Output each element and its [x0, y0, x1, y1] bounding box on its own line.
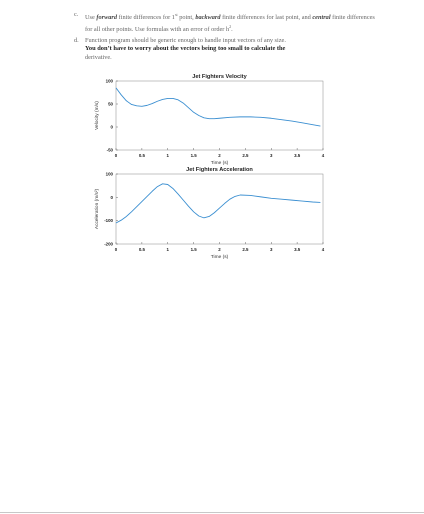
y-tick-label: 0 — [110, 194, 113, 200]
y-tick-label: -100 — [104, 218, 113, 224]
item-d-bold-line: You don’t have to worry about the vectors being too small to calculate the — [85, 45, 286, 53]
x-tick-label: 0.5 — [138, 247, 145, 252]
y-axis-label: Velocity (m/s) — [95, 101, 100, 130]
chart-title: Jet Fighters Velocity — [192, 74, 247, 80]
x-tick-label: 0 — [114, 153, 118, 158]
backward-emphasis: backward — [195, 14, 221, 22]
y-axis-label: Acceleration (m/s²) — [95, 188, 100, 230]
item-c-text: . — [231, 25, 233, 33]
acceleration-chart-svg — [84, 164, 330, 264]
item-c-text: Use — [85, 14, 97, 22]
x-tick-label: 2.5 — [242, 153, 249, 158]
x-tick-label: 0.5 — [138, 153, 145, 158]
x-tick-label: 4 — [321, 247, 325, 252]
item-d-line: Function program should be generic enough to handle input vectors of any size. — [85, 37, 286, 44]
velocity-chart-svg — [84, 70, 330, 168]
x-tick-label: 1.5 — [190, 247, 197, 252]
instruction-item-d — [74, 37, 375, 62]
chart-title: Jet Fighters Acceleration — [186, 167, 253, 173]
central-emphasis: central — [312, 14, 331, 22]
item-c-text: finite differences for 1 — [117, 14, 175, 22]
instruction-item-c — [74, 11, 375, 34]
x-tick-label: 3 — [270, 247, 273, 252]
y-tick-label: 0 — [110, 124, 113, 130]
item-c-text: finite differences for all other points. Use formulas with an error of order h — [85, 14, 375, 33]
x-axis-label: Time (s) — [210, 255, 229, 260]
x-tick-label: 1 — [166, 247, 169, 252]
superscript-st: st — [174, 12, 178, 17]
superscript-2: 2 — [229, 23, 232, 29]
x-tick-label: 0 — [114, 247, 118, 252]
item-c-text: point, — [177, 14, 196, 22]
item-marker-d: d. — [74, 37, 79, 44]
plot-frame — [116, 81, 323, 150]
acceleration-chart — [84, 164, 330, 264]
x-tick-label: 2.5 — [242, 247, 249, 252]
y-tick-label: 100 — [105, 171, 113, 177]
series-line — [116, 88, 320, 126]
y-tick-label: 50 — [108, 101, 113, 107]
item-marker-c: c. — [74, 11, 79, 18]
plot-frame — [116, 174, 323, 244]
x-tick-label: 4 — [321, 153, 325, 158]
x-tick-label: 3 — [270, 153, 273, 158]
x-tick-label: 2 — [218, 247, 221, 252]
page-bottom-rule — [0, 512, 424, 513]
forward-emphasis: forward — [96, 14, 118, 22]
y-tick-label: -50 — [106, 147, 113, 153]
x-tick-label: 1.5 — [190, 153, 197, 158]
x-tick-label: 3.5 — [294, 247, 301, 252]
series-line — [116, 184, 320, 223]
y-tick-label: -200 — [104, 241, 113, 247]
x-tick-label: 2 — [218, 153, 221, 158]
item-c-text: finite differences for last point, and — [220, 14, 313, 22]
x-tick-label: 3.5 — [294, 153, 301, 158]
x-tick-label: 1 — [166, 153, 169, 158]
y-tick-label: 100 — [105, 78, 113, 84]
velocity-chart — [84, 70, 330, 168]
x-axis-label: Time (s) — [210, 161, 229, 166]
item-d-line: derivative. — [85, 53, 112, 61]
